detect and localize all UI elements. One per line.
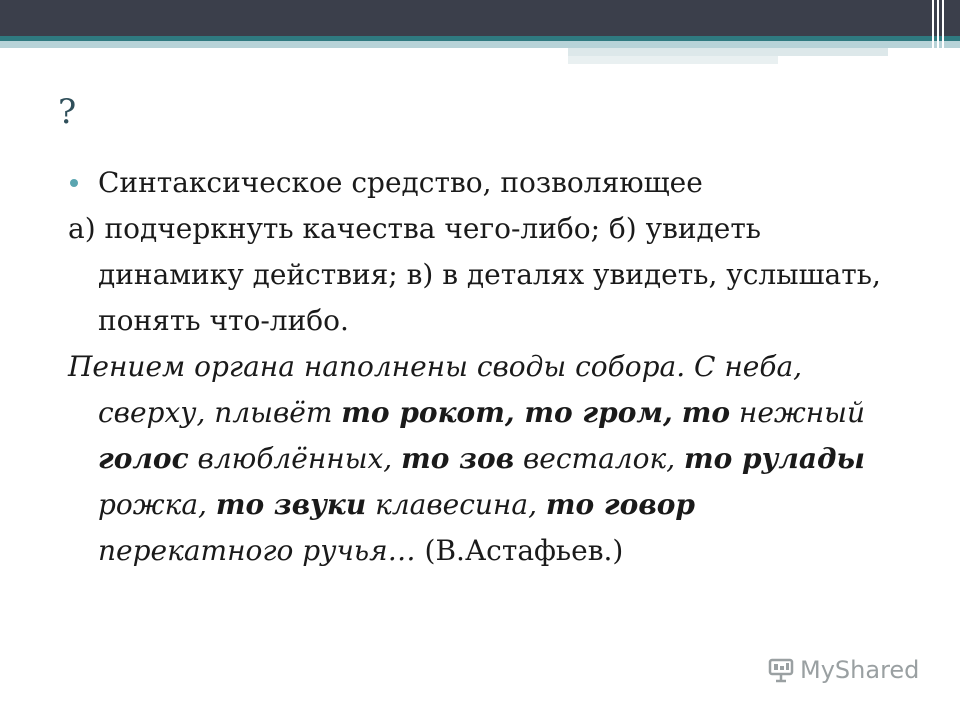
bullet-icon xyxy=(70,179,78,187)
quote-emphasis: то звуки xyxy=(215,488,367,521)
quote-text: перекатного ручья… xyxy=(98,534,416,567)
quote-emphasis: то xyxy=(681,396,730,429)
slide-content xyxy=(68,160,898,574)
watermark-text: MyShared xyxy=(800,656,920,684)
quote-emphasis: то рокот, то гром, xyxy=(341,396,673,429)
definition-paragraph: а) подчеркнуть качества чего-либо; б) увидеть динамику действия; в) в деталях увидеть, услышать, понять что-либо. xyxy=(68,212,881,337)
bullet-text: Синтаксическое средство, позволяющее xyxy=(98,166,703,199)
decor-bar xyxy=(568,48,888,56)
attribution: (В.Астафьев.) xyxy=(424,534,624,567)
quote-paragraph xyxy=(68,344,898,574)
quote-text: Пением органа наполнены своды собора. С неба, сверху, плывёт xyxy=(68,350,803,429)
quote-emphasis: то рулады xyxy=(684,442,865,475)
quote-text: весталок, xyxy=(514,442,684,475)
quote-text: клавесина, xyxy=(366,488,546,521)
quote-emphasis: то зов xyxy=(401,442,515,475)
presentation-icon xyxy=(768,657,794,683)
quote-text xyxy=(673,396,682,429)
quote-text: нежный xyxy=(730,396,866,429)
slide-title: ? xyxy=(58,92,77,132)
quote-emphasis: то говор xyxy=(545,488,695,521)
quote-emphasis: голос xyxy=(98,442,189,475)
quote-text: рожка, xyxy=(98,488,216,521)
top-bar xyxy=(0,0,960,36)
quote-text: влюблённых, xyxy=(188,442,402,475)
decor-vertical-lines xyxy=(932,0,948,60)
watermark xyxy=(768,656,919,684)
decor-bar-small xyxy=(568,56,778,64)
accent-stripe-light xyxy=(0,41,960,48)
bullet-item xyxy=(68,160,898,206)
